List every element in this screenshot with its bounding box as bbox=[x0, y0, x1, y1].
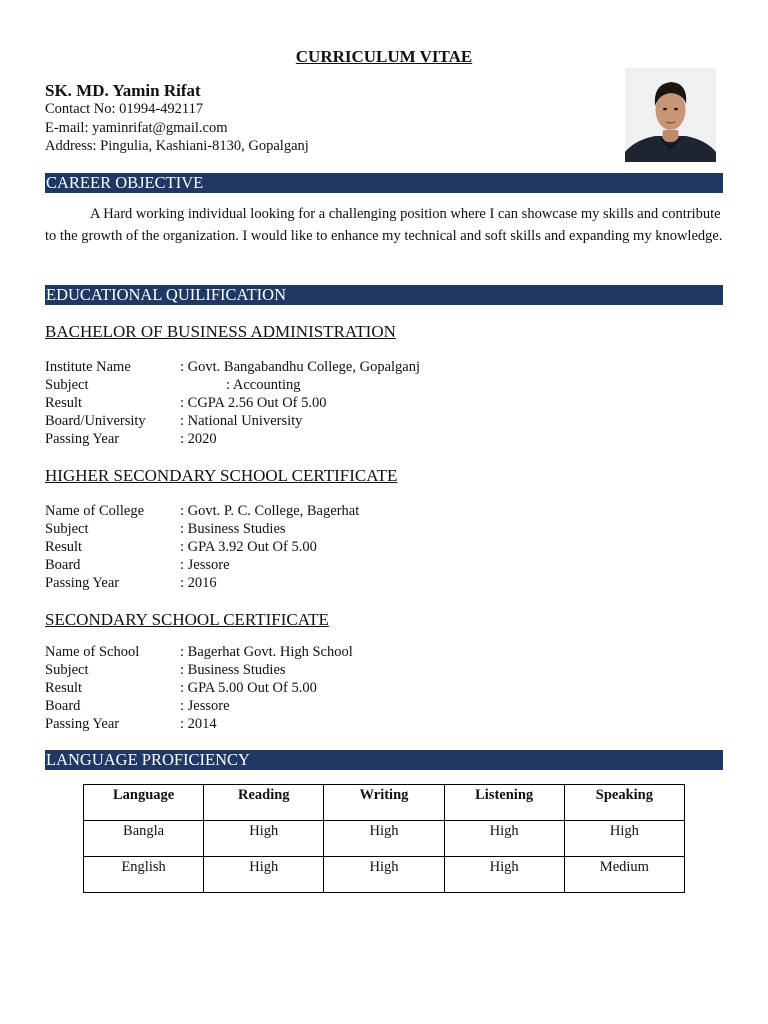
table-cell: High bbox=[564, 821, 684, 857]
row-value: : Business Studies bbox=[180, 662, 286, 678]
profile-photo bbox=[625, 68, 716, 162]
career-objective-text bbox=[45, 203, 725, 247]
table-cell: Bangla bbox=[84, 821, 204, 857]
row-value: : National University bbox=[180, 413, 303, 429]
row-label: Result bbox=[45, 395, 83, 411]
column-header-speaking: Speaking bbox=[564, 785, 684, 821]
bba-heading: BACHELOR OF BUSINESS ADMINISTRATION bbox=[45, 322, 396, 341]
row-label: Passing Year bbox=[45, 716, 120, 732]
table-cell: English bbox=[84, 857, 204, 893]
table-cell: High bbox=[324, 821, 444, 857]
email-address: E-mail: yaminrifat@gmail.com bbox=[45, 120, 228, 136]
table-header-row bbox=[84, 785, 685, 821]
row-label: Board bbox=[45, 557, 81, 573]
table-cell: High bbox=[204, 821, 324, 857]
row-label: Subject bbox=[45, 662, 89, 678]
table-cell: High bbox=[204, 857, 324, 893]
table-row bbox=[84, 857, 685, 893]
column-header-reading: Reading bbox=[204, 785, 324, 821]
row-value: : Govt. Bangabandhu College, Gopalganj bbox=[180, 359, 421, 375]
row-value: : Govt. P. C. College, Bagerhat bbox=[180, 503, 360, 519]
row-value: : Jessore bbox=[180, 557, 230, 573]
row-label: Name of College bbox=[45, 503, 145, 519]
row-value: : GPA 5.00 Out Of 5.00 bbox=[180, 680, 317, 696]
document-title: CURRICULUM VITAE bbox=[295, 47, 473, 66]
table-cell: High bbox=[324, 857, 444, 893]
row-label: Board/University bbox=[45, 413, 146, 429]
row-value: : 2016 bbox=[180, 575, 217, 591]
row-value: : Jessore bbox=[180, 698, 230, 714]
column-header-language: Language bbox=[84, 785, 204, 821]
ssc-heading: SECONDARY SCHOOL CERTIFICATE bbox=[45, 610, 329, 629]
table-row bbox=[84, 821, 685, 857]
language-heading: LANGUAGE PROFICIENCY bbox=[45, 750, 723, 770]
row-label: Board bbox=[45, 698, 81, 714]
row-label: Subject bbox=[45, 521, 89, 537]
row-label: Institute Name bbox=[45, 359, 131, 375]
row-label: Passing Year bbox=[45, 575, 120, 591]
career-objective-body: A Hard working individual looking for a challenging position where I can showcase my skills and contribute to the growth of the organization. I would like to enhance my technical and soft skills and expanding my knowledge. bbox=[45, 206, 723, 244]
row-value: : Bagerhat Govt. High School bbox=[180, 644, 353, 660]
row-value: : 2020 bbox=[180, 431, 217, 447]
row-label: Passing Year bbox=[45, 431, 120, 447]
language-table bbox=[83, 784, 685, 893]
row-label: Result bbox=[45, 680, 83, 696]
candidate-name: SK. MD. Yamin Rifat bbox=[45, 81, 201, 100]
row-value: : GPA 3.92 Out Of 5.00 bbox=[180, 539, 317, 555]
row-label: Name of School bbox=[45, 644, 140, 660]
contact-number: Contact No: 01994-492117 bbox=[45, 101, 204, 117]
column-header-listening: Listening bbox=[444, 785, 564, 821]
postal-address: Address: Pingulia, Kashiani-8130, Gopalganj bbox=[45, 138, 309, 154]
row-value: : Accounting bbox=[226, 377, 301, 393]
row-label: Subject bbox=[45, 377, 89, 393]
education-heading: EDUCATIONAL QUILIFICATION bbox=[45, 285, 723, 305]
career-objective-heading: CAREER OBJECTIVE bbox=[45, 173, 723, 193]
portrait-image bbox=[625, 68, 716, 162]
table-cell: High bbox=[444, 857, 564, 893]
table-cell: High bbox=[444, 821, 564, 857]
row-label: Result bbox=[45, 539, 83, 555]
table-cell: Medium bbox=[564, 857, 684, 893]
row-value: : 2014 bbox=[180, 716, 217, 732]
column-header-writing: Writing bbox=[324, 785, 444, 821]
row-value: : Business Studies bbox=[180, 521, 286, 537]
hsc-heading: HIGHER SECONDARY SCHOOL CERTIFICATE bbox=[45, 466, 398, 485]
row-value: : CGPA 2.56 Out Of 5.00 bbox=[180, 395, 327, 411]
